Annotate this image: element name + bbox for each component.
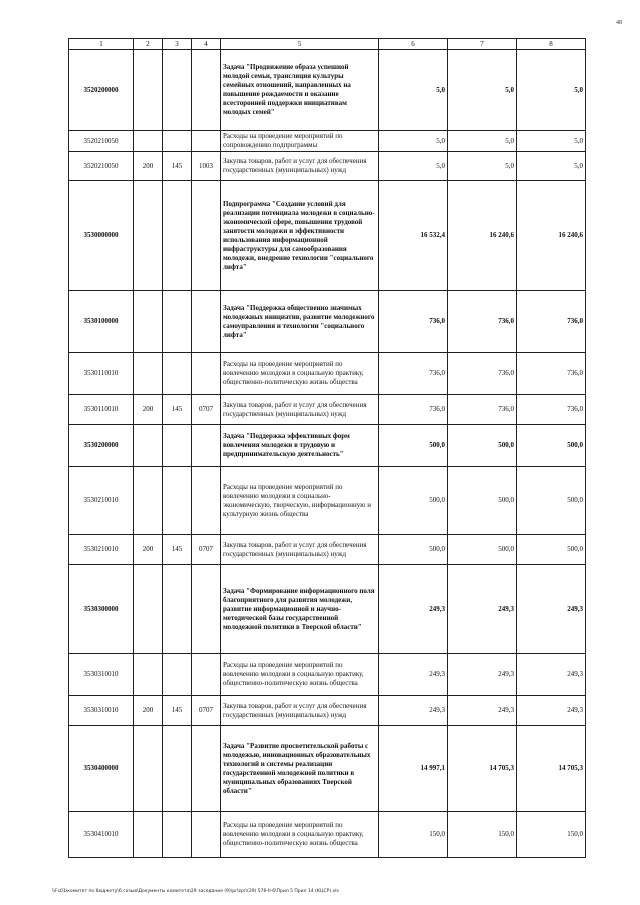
- row-section: [134, 654, 163, 696]
- row-subsection: [163, 726, 192, 812]
- row-amount-col7: 249,3: [448, 654, 517, 696]
- row-subsection: [163, 291, 192, 353]
- row-code: 3530200000: [69, 425, 134, 467]
- row-amount-col6: 736,0: [379, 291, 448, 353]
- row-subsection: 145: [163, 395, 192, 425]
- row-description: Задача "Поддержка эффективных форм вовлечения молодежи в трудовую и предпринимательскую деятельность": [221, 425, 379, 467]
- row-amount-col8: 150,0: [517, 812, 586, 858]
- row-section: [134, 467, 163, 535]
- row-section: [134, 291, 163, 353]
- row-article: [192, 812, 221, 858]
- row-article: 0707: [192, 535, 221, 565]
- row-code: 3530400000: [69, 726, 134, 812]
- row-code: 3530110010: [69, 395, 134, 425]
- row-code: 3520200000: [69, 50, 134, 131]
- row-article: 1003: [192, 152, 221, 181]
- row-amount-col8: 5,0: [517, 50, 586, 131]
- row-amount-col8: 5,0: [517, 152, 586, 181]
- row-amount-col8: 249,3: [517, 654, 586, 696]
- row-description: Закупка товаров, работ и услуг для обеспечения государственных (муниципальных) нужд: [221, 696, 379, 726]
- table-row: [69, 131, 586, 152]
- row-article: [192, 291, 221, 353]
- row-description: Задача "Продвижение образа успешной молодой семьи, трансляция культуры семейных отношений, направленных на повышение рождаемости и оказание всесторонней поддержки инициативам молодых семей": [221, 50, 379, 131]
- row-amount-col7: 16 240,6: [448, 181, 517, 291]
- row-article: 0707: [192, 395, 221, 425]
- row-subsection: [163, 654, 192, 696]
- row-subsection: [163, 131, 192, 152]
- table-row: [69, 467, 586, 535]
- row-section: [134, 425, 163, 467]
- row-description: Задача "Развитие просветительской работы с молодежью, инновационных образовательных технологий и системы реализации государственной молодежной политики в муниципальных образованиях Тверской области": [221, 726, 379, 812]
- row-code: 3530000000: [69, 181, 134, 291]
- row-section: 200: [134, 696, 163, 726]
- row-subsection: [163, 425, 192, 467]
- row-amount-col8: 5,0: [517, 131, 586, 152]
- table-body: [69, 39, 586, 858]
- row-amount-col6: 249,3: [379, 696, 448, 726]
- row-article: [192, 654, 221, 696]
- table-row: [69, 353, 586, 395]
- table-row: [69, 696, 586, 726]
- table-row: [69, 812, 586, 858]
- row-amount-col6: 16 532,4: [379, 181, 448, 291]
- row-description: Закупка товаров, работ и услуг для обеспечения государственных (муниципальных) нужд: [221, 395, 379, 425]
- row-subsection: [163, 353, 192, 395]
- row-amount-col8: 736,0: [517, 353, 586, 395]
- row-code: 3530310010: [69, 696, 134, 726]
- row-amount-col7: 736,0: [448, 395, 517, 425]
- row-amount-col6: 14 997,1: [379, 726, 448, 812]
- row-subsection: [163, 181, 192, 291]
- row-amount-col7: 736,0: [448, 353, 517, 395]
- row-code: 3530310010: [69, 654, 134, 696]
- row-article: [192, 565, 221, 654]
- row-section: [134, 726, 163, 812]
- row-code: 3530300000: [69, 565, 134, 654]
- row-description: Задача "Поддержка общественно значимых молодежных инициатив, развитие молодежного самоуправления и технологии "социального лифта": [221, 291, 379, 353]
- row-article: [192, 181, 221, 291]
- row-amount-col6: 500,0: [379, 535, 448, 565]
- row-code: 3530110010: [69, 353, 134, 395]
- row-description: Закупка товаров, работ и услуг для обеспечения государственных (муниципальных) нужд: [221, 152, 379, 181]
- column-header: 7: [448, 39, 517, 50]
- row-amount-col8: 249,3: [517, 565, 586, 654]
- row-amount-col8: 14 705,3: [517, 726, 586, 812]
- row-amount-col6: 500,0: [379, 425, 448, 467]
- row-amount-col8: 736,0: [517, 291, 586, 353]
- table-row: [69, 181, 586, 291]
- row-article: [192, 50, 221, 131]
- row-amount-col7: 5,0: [448, 131, 517, 152]
- table-row: [69, 654, 586, 696]
- row-article: 0707: [192, 696, 221, 726]
- row-amount-col7: 736,0: [448, 291, 517, 353]
- row-section: 200: [134, 152, 163, 181]
- row-amount-col7: 500,0: [448, 425, 517, 467]
- row-amount-col7: 249,3: [448, 696, 517, 726]
- row-amount-col6: 150,0: [379, 812, 448, 858]
- row-amount-col7: 500,0: [448, 467, 517, 535]
- column-header: 3: [163, 39, 192, 50]
- row-subsection: [163, 467, 192, 535]
- row-amount-col7: 249,3: [448, 565, 517, 654]
- row-section: [134, 565, 163, 654]
- footer-file-path: \\Fs01\комитет по бюджету\6 созыв\Документы комитета\29 заседание (9)\pr\zpr\(29) 576-II-6\Прил 5 Прил 14 (КЦСР).xls: [52, 889, 339, 894]
- row-subsection: 145: [163, 535, 192, 565]
- row-subsection: [163, 50, 192, 131]
- row-amount-col8: 249,3: [517, 696, 586, 726]
- row-section: 200: [134, 535, 163, 565]
- row-description: Расходы на проведение мероприятий по вовлечению молодежи в социально-экономическую, творческую, информационную и культурную жизнь общества: [221, 467, 379, 535]
- budget-table: [68, 38, 586, 858]
- row-subsection: 145: [163, 152, 192, 181]
- row-amount-col6: 5,0: [379, 152, 448, 181]
- table-row: [69, 535, 586, 565]
- row-description: Расходы на проведение мероприятий по вовлечению молодежи в социальную практику, общественно-политическую жизнь общества: [221, 353, 379, 395]
- column-header: 8: [517, 39, 586, 50]
- row-section: 200: [134, 395, 163, 425]
- row-code: 3520210050: [69, 131, 134, 152]
- page-number: 48: [616, 20, 622, 26]
- column-header: 6: [379, 39, 448, 50]
- row-amount-col6: 249,3: [379, 565, 448, 654]
- row-amount-col8: 500,0: [517, 425, 586, 467]
- row-amount-col6: 5,0: [379, 50, 448, 131]
- column-header: 4: [192, 39, 221, 50]
- row-description: Расходы на проведение мероприятий по вовлечению молодежи в социальную практику, общественно-политическую жизнь общества: [221, 654, 379, 696]
- row-description: Задача "Формирование информационного поля благоприятного для развития молодежи, развитие информационной и научно-методической базы государственной молодежной политики в Тверской области": [221, 565, 379, 654]
- row-description: Расходы на проведение мероприятий по вовлечению молодежи в социальную практику, общественно-политическую жизнь общества: [221, 812, 379, 858]
- row-amount-col6: 249,3: [379, 654, 448, 696]
- row-code: 3530210010: [69, 535, 134, 565]
- row-section: [134, 353, 163, 395]
- row-code: 3530410010: [69, 812, 134, 858]
- row-amount-col6: 736,0: [379, 395, 448, 425]
- row-amount-col6: 736,0: [379, 353, 448, 395]
- row-amount-col7: 5,0: [448, 50, 517, 131]
- row-amount-col7: 5,0: [448, 152, 517, 181]
- row-article: [192, 425, 221, 467]
- row-code: 3530210010: [69, 467, 134, 535]
- row-section: [134, 50, 163, 131]
- table-row: [69, 152, 586, 181]
- row-article: [192, 726, 221, 812]
- table-row: [69, 425, 586, 467]
- row-amount-col8: 16 240,6: [517, 181, 586, 291]
- column-header: 5: [221, 39, 379, 50]
- row-amount-col7: 150,0: [448, 812, 517, 858]
- table-row: [69, 291, 586, 353]
- column-header: 2: [134, 39, 163, 50]
- row-amount-col6: 500,0: [379, 467, 448, 535]
- row-subsection: 145: [163, 696, 192, 726]
- table-row: [69, 395, 586, 425]
- row-description: Подпрограмма "Создание условий для реализации потенциала молодежи в социально-экономической сфере, повышения трудовой занятости молодежи и эффективности использования информационной инфраструктуры для самообразования молодежи, внедрение технологии "социального лифта": [221, 181, 379, 291]
- row-amount-col6: 5,0: [379, 131, 448, 152]
- table-row: [69, 726, 586, 812]
- row-amount-col7: 500,0: [448, 535, 517, 565]
- row-article: [192, 467, 221, 535]
- row-code: 3530100000: [69, 291, 134, 353]
- row-article: [192, 353, 221, 395]
- row-section: [134, 131, 163, 152]
- row-amount-col8: 736,0: [517, 395, 586, 425]
- row-section: [134, 181, 163, 291]
- column-header: 1: [69, 39, 134, 50]
- row-amount-col8: 500,0: [517, 467, 586, 535]
- table-row: [69, 50, 586, 131]
- row-description: Расходы на проведение мероприятий по сопровождению подпрограммы: [221, 131, 379, 152]
- row-amount-col7: 14 705,3: [448, 726, 517, 812]
- row-section: [134, 812, 163, 858]
- row-article: [192, 131, 221, 152]
- table-header-row: [69, 39, 586, 50]
- table-row: [69, 565, 586, 654]
- row-code: 3520210050: [69, 152, 134, 181]
- row-description: Закупка товаров, работ и услуг для обеспечения государственных (муниципальных) нужд: [221, 535, 379, 565]
- row-subsection: [163, 565, 192, 654]
- row-subsection: [163, 812, 192, 858]
- row-amount-col8: 500,0: [517, 535, 586, 565]
